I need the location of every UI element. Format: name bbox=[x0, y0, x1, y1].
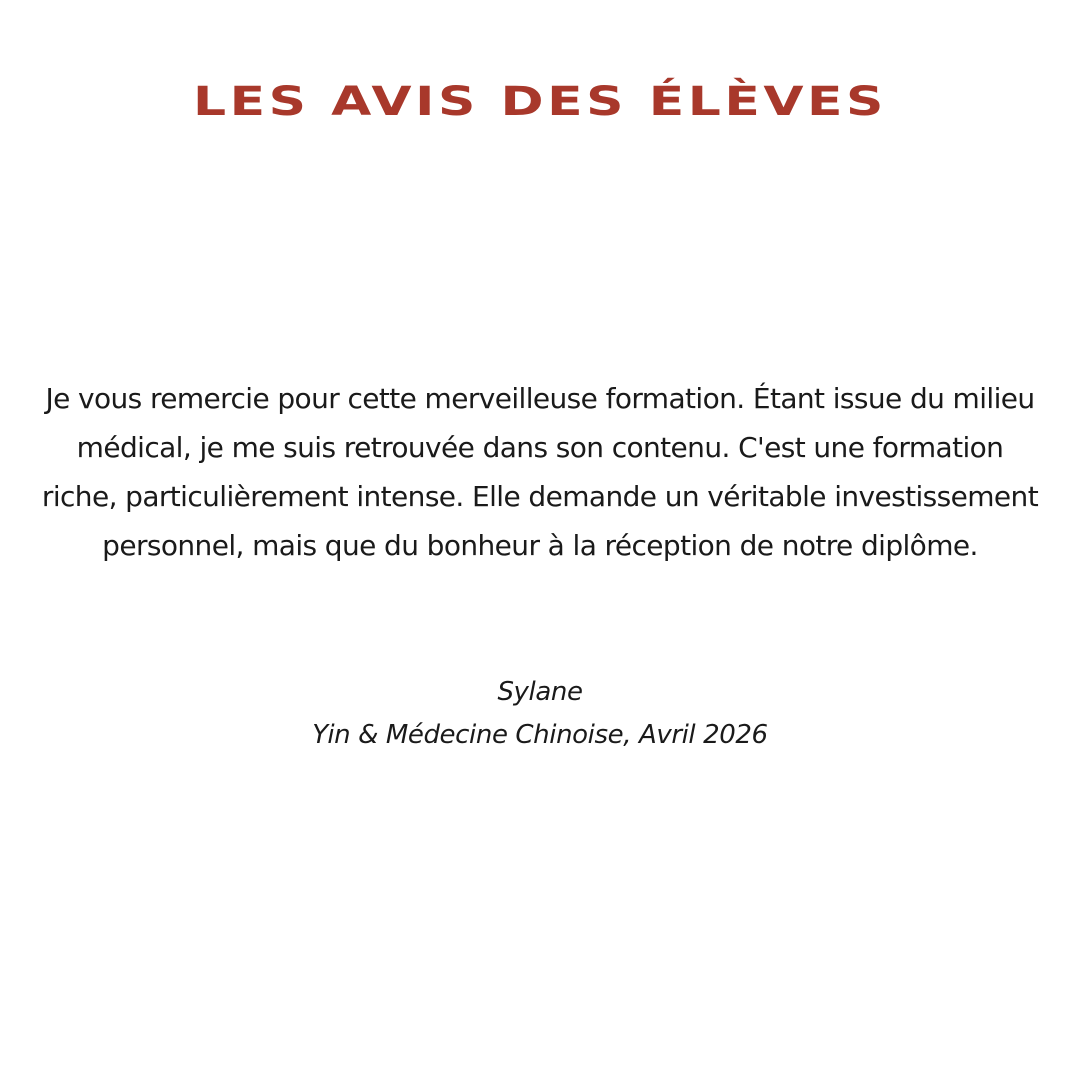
testimonial-author: Sylane bbox=[497, 677, 583, 707]
testimonial-course: Yin & Médecine Chinoise, Avril 2026 bbox=[312, 720, 768, 750]
page-title: LES AVIS DES ÉLÈVES bbox=[192, 78, 887, 125]
testimonial-quote: Je vous remercie pour cette merveilleuse formation. Étant issue du milieu médical, je me suis retrouvée dans son contenu. C'est une formation riche, particulièrement intense. Elle demande un véritable investissement personnel, mais que du bonheur à la réception de notre diplôme. bbox=[41, 382, 1039, 562]
